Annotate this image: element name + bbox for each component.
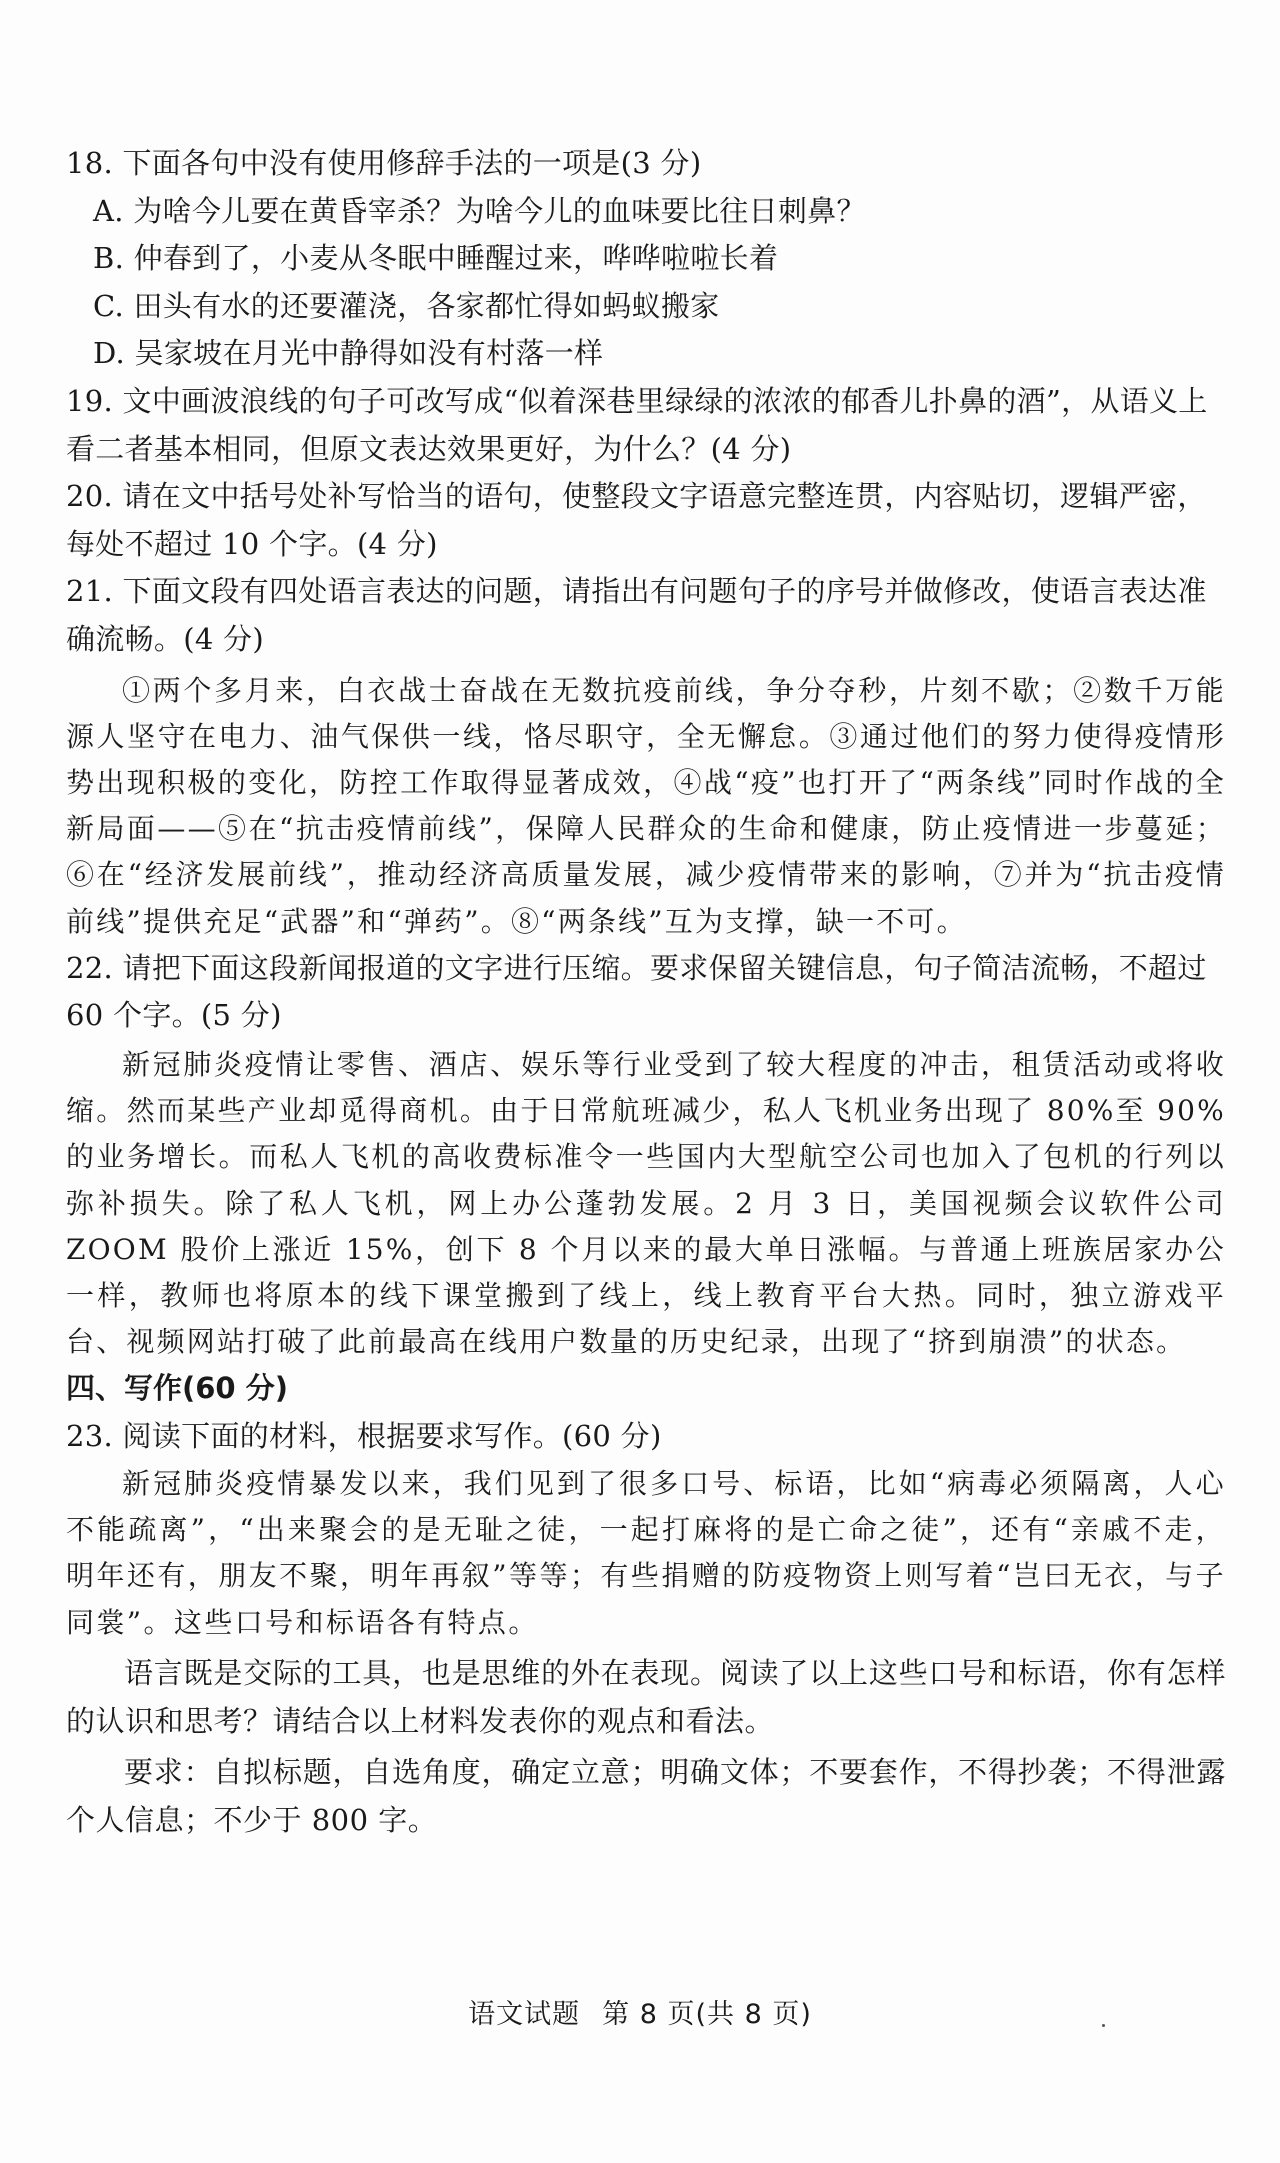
option-d: D. 吴家坡在月光中静得如没有村落一样	[93, 336, 604, 371]
question-23-stem: 23. 阅读下面的材料，根据要求写作。(60 分)	[66, 1418, 662, 1453]
question-18-options	[66, 188, 1226, 378]
question-21-passage: ①两个多月来，白衣战士奋战在无数抗疫前线，争分夺秒，片刻不歇；②数千万能源人坚守在电力、油气保供一线，恪尽职守，全无懈怠。③通过他们的努力使得疫情形势出现积极的变化，防控工作取得显著成效，④战“疫”也打开了“两条线”同时作战的全新局面——⑤在“抗击疫情前线”，保障人民群众的生命和健康，防止疫情进一步蔓延；⑥在“经济发展前线”，推动经济高质量发展，减少疫情带来的影响，⑦并为“抗击疫情前线”提供充足“武器”和“弹药”。⑧“两条线”互为支撑，缺一不可。	[66, 673, 1226, 938]
question-22-stem: 22. 请把下面这段新闻报道的文字进行压缩。要求保留关键信息，句子简洁流畅，不超过 60 个字。(5 分)	[66, 950, 1207, 1033]
question-21	[66, 568, 1226, 944]
question-23-material: 新冠肺炎疫情暴发以来，我们见到了很多口号、标语，比如“病毒必须隔离，人心不能疏离”，“出来聚会的是无耻之徒，一起打麻将的是亡命之徒”，还有“亲戚不走，明年还有，朋友不聚，明年再叙”等等；有些捐赠的防疫物资上则写着“岂曰无衣，与子同裳”。这些口号和标语各有特点。	[66, 1466, 1226, 1639]
question-21-stem: 21. 下面文段有四处语言表达的问题，请指出有问题句子的序号并做修改，使语言表达准确流畅。(4 分)	[66, 574, 1207, 656]
option-a: A. 为啥今儿要在黄昏宰杀？为啥今儿的血味要比往日刺鼻？	[93, 193, 866, 228]
question-23-requirements: 要求：自拟标题，自选角度，确定立意；明确文体；不要套作，不得抄袭；不得泄露个人信息；不少于 800 字。	[66, 1755, 1226, 1837]
question-20-stem: 20. 请在文中括号处补写恰当的语句，使整段文字语意完整连贯，内容贴切，逻辑严密，每处不超过 10 个字。(4 分)	[66, 479, 1207, 561]
question-23	[66, 1413, 1226, 1845]
question-22	[66, 945, 1226, 1366]
footer-subject: 语文试题	[468, 1999, 581, 2030]
question-18	[66, 140, 1226, 378]
scan-speck	[1102, 2024, 1105, 2027]
option-b: B. 仲春到了，小麦从冬眠中睡醒过来，哗哗啦啦长着	[93, 241, 779, 276]
question-23-prompt: 语言既是交际的工具，也是思维的外在表现。阅读了以上这些口号和标语，你有怎样的认识和思考？请结合以上材料发表你的观点和看法。	[66, 1656, 1226, 1738]
question-19-stem: 19. 文中画波浪线的句子可改写成“似着深巷里绿绿的浓浓的郁香儿扑鼻的酒”，从语义上看二者基本相同，但原文表达效果更好，为什么？(4 分)	[66, 383, 1208, 466]
exam-content	[66, 140, 1226, 1845]
page-footer	[0, 1992, 1280, 2031]
option-c: C. 田头有水的还要灌浇，各家都忙得如蚂蚁搬家	[93, 288, 720, 323]
question-18-stem: 18. 下面各句中没有使用修辞手法的一项是(3 分)	[66, 146, 702, 180]
footer-page-number: 第 8 页(共 8 页)	[602, 1999, 812, 2030]
section-heading-writing: 四、写作(60 分)	[66, 1371, 288, 1406]
question-22-passage: 新冠肺炎疫情让零售、酒店、娱乐等行业受到了较大程度的冲击，租赁活动或将收缩。然而某些产业却觅得商机。由于日常航班减少，私人飞机业务出现了 80%至 90%的业务增长。而私人飞机的高收费标准令一些国内大型航空公司也加入了包机的行列以弥补损失。除了私人飞机，网上办公蓬勃发展。2 月 3 日，美国视频会议软件公司 ZOOM 股价上涨近 15%，创下 8 个月以来的最大单日涨幅。与普通上班族居家办公一样，教师也将原本的线下课堂搬到了线上，线上教育平台大热。同时，独立游戏平台、视频网站打破了此前最高在线用户数量的历史纪录，出现了“挤到崩溃”的状态。	[66, 1047, 1226, 1359]
